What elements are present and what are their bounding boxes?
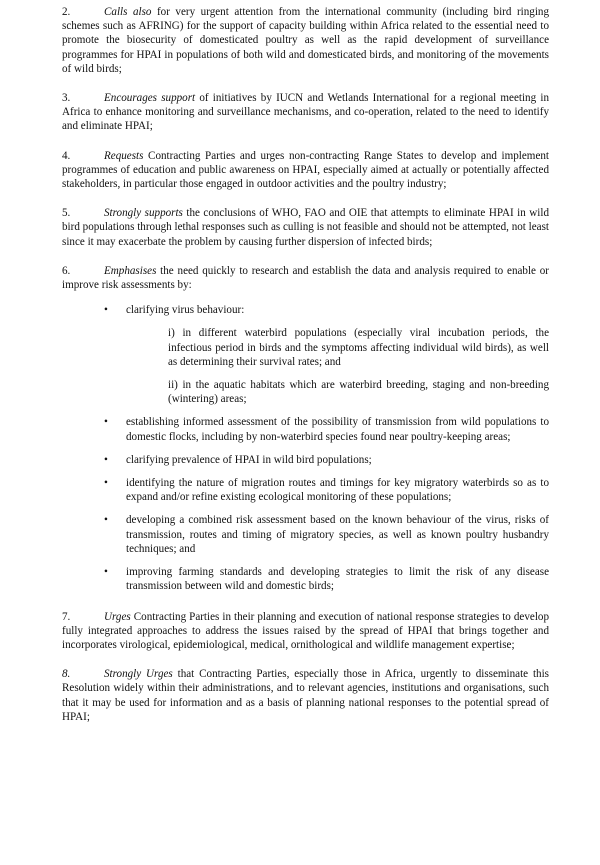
- paragraph-number: 7.: [62, 610, 71, 623]
- paragraph-text: that Contracting Parties, especially those in Africa, urgently to disseminate this Resolution widely within their administrations, and to relevant agencies, institutions and organisations, such that it may be used for information and as a basis of planning national responses to the potential spread of HPAI;: [62, 668, 549, 723]
- list-item-text: establishing informed assessment of the possibility of transmission from wild populations to domestic flocks, including by non-waterbird species found near poultry-keeping areas;: [126, 416, 549, 443]
- list-item-text: clarifying virus behaviour:: [126, 304, 245, 317]
- paragraph-number: 5.: [62, 207, 71, 220]
- paragraph-number: 8.: [62, 668, 71, 681]
- paragraph-lead: Encourages support: [104, 92, 196, 105]
- sub-item: ii) in the aquatic habitats which are waterbird breeding, staging and non-breeding (wintering) areas;: [168, 379, 549, 406]
- paragraph-text: of initiatives by IUCN and Wetlands International for a regional meeting in Africa to enhance monitoring and surveillance mechanisms, and co-operation, related to the need to identify and eliminate HPAI;: [62, 92, 550, 133]
- paragraph-lead: Calls also: [104, 6, 152, 18]
- paragraph-number: 2.: [62, 6, 71, 18]
- paragraph-text: Contracting Parties in their planning and execution of national response strategies to develop fully integrated approaches to address the issues raised by the spread of HPAI that brings together and incorporates virological, epidemiological, medical, ornithological and wildlife management expertise;: [62, 610, 549, 651]
- list-item: [62, 476, 549, 504]
- bullet-icon: •: [104, 477, 108, 490]
- paragraph-2: [62, 5, 549, 76]
- bullet-icon: •: [104, 453, 108, 466]
- list-item: [62, 303, 549, 406]
- paragraph-8: [62, 667, 549, 724]
- paragraph-6: [62, 264, 549, 292]
- paragraph-lead: Strongly supports: [104, 207, 183, 220]
- risk-assessment-list: [62, 303, 549, 593]
- bullet-icon: •: [104, 514, 108, 527]
- list-item: [62, 513, 549, 556]
- paragraph-lead: Requests: [104, 149, 144, 162]
- list-item-text: clarifying prevalence of HPAI in wild bird populations;: [126, 453, 372, 466]
- paragraph-text: the conclusions of WHO, FAO and OIE that attempts to eliminate HPAI in wild bird populations through lethal responses such as culling is not feasible and should not be attempted, not least since it may exacerbate the problem by causing further dispersion of infected birds;: [62, 207, 549, 248]
- paragraph-3: [62, 91, 549, 134]
- list-item: [62, 415, 549, 443]
- list-item-text: improving farming standards and developing strategies to limit the risk of any disease transmission between wild and domestic birds;: [126, 566, 549, 593]
- paragraph-7: [62, 610, 549, 653]
- list-item: [62, 453, 549, 467]
- list-item-text: developing a combined risk assessment based on the known behaviour of the virus, risks of transmission, routes and timing of migratory species, as well as known poultry husbandry techniques; and: [126, 514, 549, 555]
- paragraph-number: 4.: [62, 149, 71, 162]
- paragraph-text: the need quickly to research and establish the data and analysis required to enable or improve risk assessments by:: [62, 264, 549, 292]
- sub-item: i) in different waterbird populations (especially viral incubation periods, the infectious period in birds and the symptoms affecting individual wild birds), as well as determining their survival rates; and: [168, 327, 549, 368]
- paragraph-lead: Emphasises: [104, 264, 157, 277]
- paragraph-text: for very urgent attention from the international community (including bird ringing schemes such as AFRING) for the support of capacity building within Africa related to the essential need to promote the biosecurity of domesticated poultry as well as the rapid development of surveillance programmes for HPAI in populations of both wild and domesticated birds, and monitoring of the movements of wild birds;: [62, 6, 549, 75]
- paragraph-4: [62, 149, 549, 192]
- paragraph-5: [62, 206, 549, 249]
- paragraph-number: 6.: [62, 264, 71, 277]
- bullet-icon: •: [104, 416, 108, 429]
- resolution-page: [62, 5, 549, 739]
- paragraph-lead: Urges: [104, 610, 131, 623]
- bullet-icon: •: [104, 566, 108, 579]
- paragraph-number: 3.: [62, 92, 71, 105]
- paragraph-text: Contracting Parties and urges non-contracting Range States to develop and implement programmes of education and public awareness on HPAI, especially aimed at actually or potentially affected stakeholders, in particular those engaged in outdoor activities and the poultry industry;: [62, 149, 549, 191]
- list-item-text: identifying the nature of migration routes and timings for key migratory waterbirds so as to expand and/or refine existing ecological monitoring of these populations;: [126, 477, 549, 504]
- bullet-icon: •: [104, 304, 108, 317]
- list-item: [62, 565, 549, 593]
- paragraph-lead: Strongly Urges: [104, 668, 173, 681]
